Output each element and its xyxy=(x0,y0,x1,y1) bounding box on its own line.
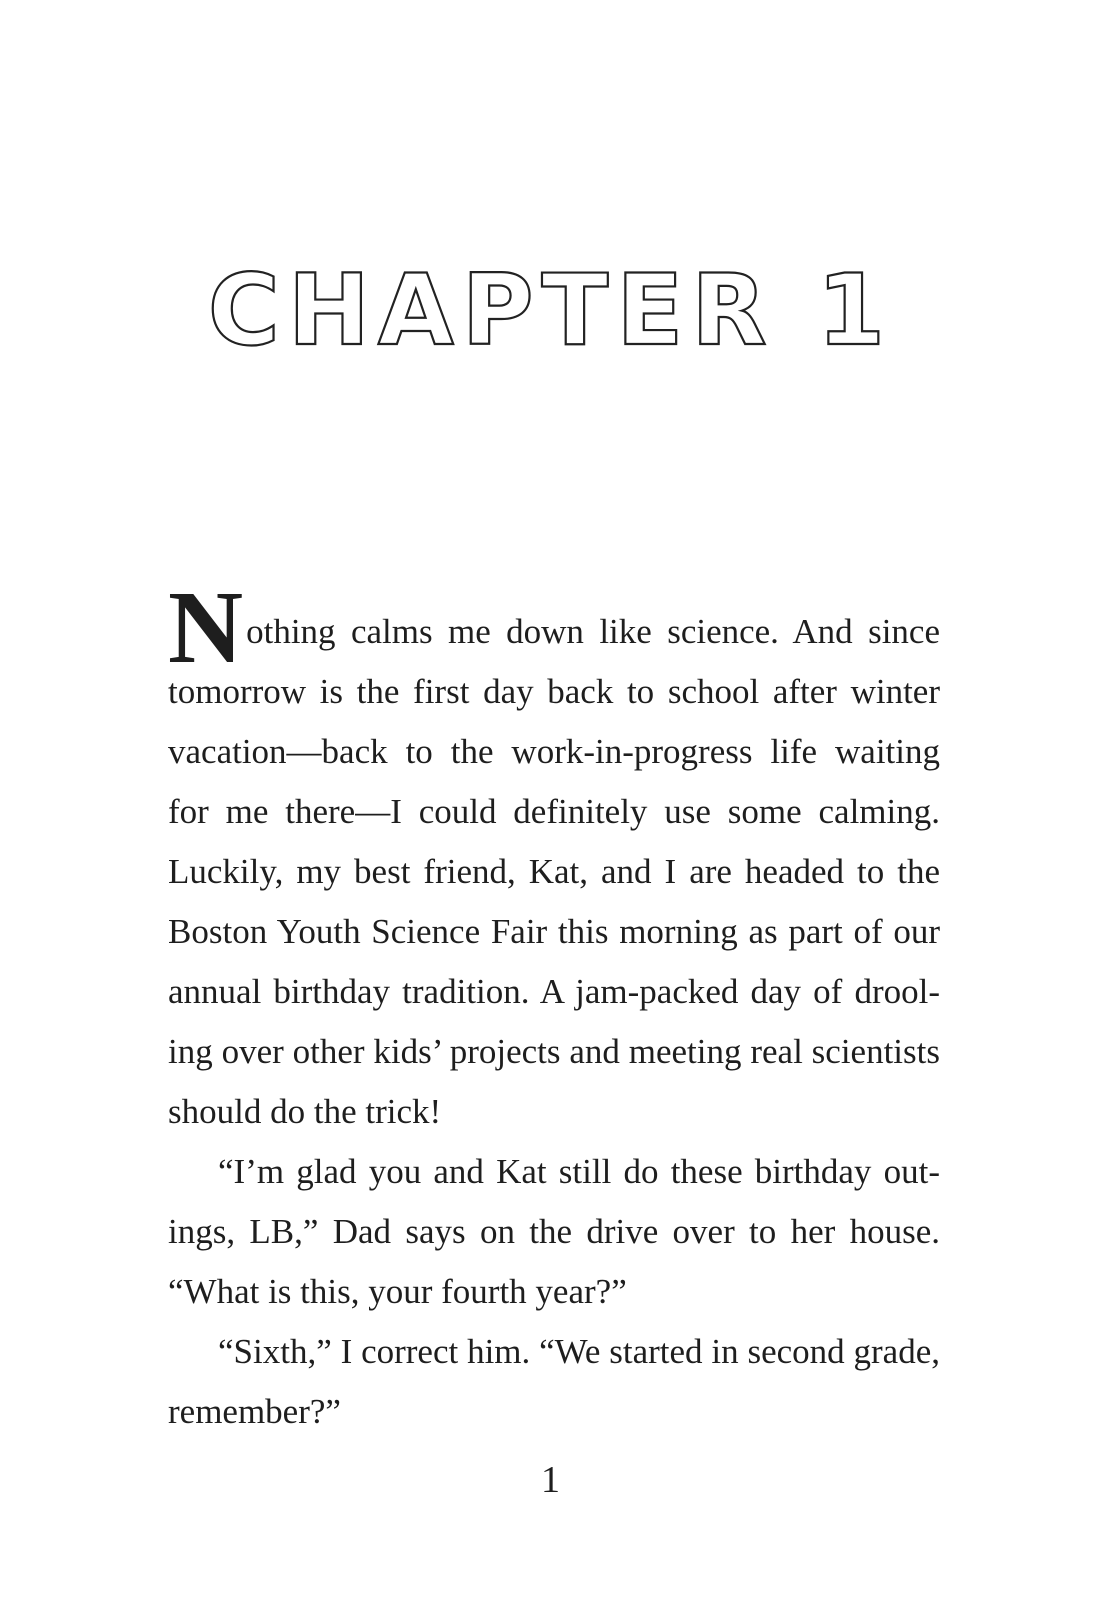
paragraph-1-text: othing calms me down like science. And since tomorrow is the first day back to school after winter vacation—back to the work-in-progress life waiting for me there—I could definitely use some calming. Luckily, my best friend, Kat, and I are headed to the Boston Youth Science Fair this morning as part of our annual birthday tradition. A jam-packed day of drooling over other kids’ projects and meeting real scientists should do the trick! xyxy=(168,612,940,1131)
chapter-body xyxy=(168,570,940,1442)
drop-cap: N xyxy=(168,570,244,685)
chapter-heading: CHAPTER 1 xyxy=(207,254,894,368)
paragraph-2: “I’m glad you and Kat still do these birthday outings, LB,” Dad says on the drive over to her house. “What is this, your fourth year?” xyxy=(168,1152,940,1311)
paragraph-3: “Sixth,” I correct him. “We started in second grade, remember?” xyxy=(168,1332,940,1431)
page-number: 1 xyxy=(541,1459,560,1501)
paragraph-1 xyxy=(168,570,940,1142)
